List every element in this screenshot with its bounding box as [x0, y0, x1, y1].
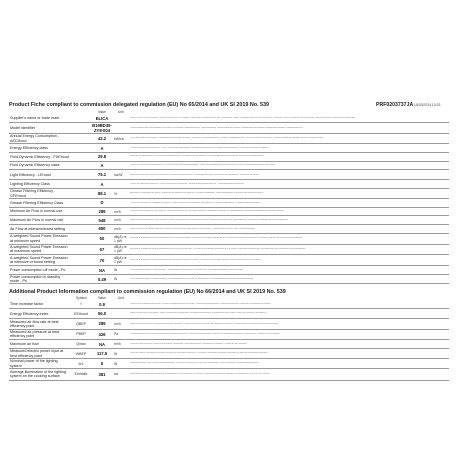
- row-unit: [113, 300, 129, 309]
- row-value: 426: [91, 329, 113, 340]
- row-label: Light Efficiency - LEhood: [9, 170, 71, 180]
- row-symbol: [71, 123, 91, 134]
- row-symbol: [71, 199, 91, 208]
- row-unit: W: [113, 274, 129, 283]
- row-description-cell: [129, 216, 449, 225]
- row-description: Portata d'aria minima in uso normale. Débit d'air minimal en utilisation normale. Minimaler Luftstrom im Normalbetrieb. Minimaal luchtdebiet bij normaal gebruik.: [130, 210, 285, 213]
- col-header-symbol: Symbol: [76, 296, 87, 300]
- row-description-cell: [129, 207, 449, 216]
- row-unit: W: [113, 348, 129, 359]
- row-unit: Pa: [113, 329, 129, 340]
- row-unit: m³/h: [113, 225, 129, 234]
- table-row: [9, 114, 449, 123]
- col-header-value: Value: [98, 110, 106, 114]
- row-description-cell: [129, 348, 449, 359]
- row-description-cell: [129, 114, 449, 123]
- row-description-cell: [129, 134, 449, 144]
- row-value: 0.9: [91, 300, 113, 309]
- row-label: Measured air flow rate at best efficiency point: [9, 319, 71, 330]
- row-value: 88.1: [91, 189, 113, 199]
- table-row: [9, 244, 449, 255]
- col-header-unit: Unit: [118, 110, 124, 114]
- row-label: Maximum air flow: [9, 340, 71, 349]
- table-row: [9, 216, 449, 225]
- table-row: [9, 225, 449, 234]
- row-unit: [113, 309, 129, 319]
- row-description-cell: [129, 309, 449, 319]
- row-label: Measured electric power input at best efficiency point: [9, 348, 71, 359]
- row-description-cell: [129, 359, 449, 368]
- row-unit: lux/W: [113, 170, 129, 180]
- row-value: 0.49: [91, 274, 113, 283]
- row-symbol: [71, 266, 91, 275]
- row-unit: dB(A) re 1 pW: [113, 255, 129, 266]
- row-description: Portata d'aria massima in uso normale. Débit d'air maximal en utilisation normale. Maximaler Luftstrom im Normalbetrieb. Maximaal luchtdebiet bij normaal gebruik.: [130, 218, 289, 221]
- row-label: Model identifier: [9, 123, 71, 134]
- row-symbol: [71, 274, 91, 283]
- row-value: 75.1: [91, 170, 113, 180]
- row-description-cell: [129, 244, 449, 255]
- row-unit: W: [113, 266, 129, 275]
- table-row: [9, 161, 449, 170]
- row-description: Fattore di incremento del tempo. Facteur d'augmentation du temps. Zeitverlängerungsfaktor. Tijdstoenamefactor. Factor de incremento de tiempo.: [130, 302, 271, 305]
- table-row: [9, 233, 449, 244]
- row-symbol: [71, 233, 91, 244]
- table-row: [9, 309, 449, 319]
- row-description-cell: [129, 340, 449, 349]
- row-description: Classe di efficienza fluidodinamica. Classe d'efficacité fluidodynamique. Klasse der fluiddynamischen Effizienz. Klasse vloeistofdynamische efficiëntie.: [130, 164, 276, 167]
- row-description: Efficienza di filtraggio dei grassi. Efficacité de filtration des graisses. Fettabscheidegrad. Vetfilterrendement. Eficiencia de filtrado de grasa.: [130, 192, 264, 195]
- row-description-cell: [129, 300, 449, 309]
- row-description-cell: [129, 255, 449, 266]
- table-row: [9, 152, 449, 161]
- row-value: A: [91, 144, 113, 153]
- row-label: A-weighted Sound Power Emission at intensive or boost setting: [9, 255, 71, 266]
- row-unit: [113, 144, 129, 153]
- table-row: [9, 266, 449, 275]
- row-value: ELICA: [91, 114, 113, 123]
- row-symbol: [71, 170, 91, 180]
- row-description-cell: [129, 368, 449, 380]
- row-value: B19BD39-ZY8-004: [92, 123, 112, 134]
- row-symbol: EEIhood: [71, 309, 91, 319]
- row-description: Codice identificativo del modello. Référence du modèle. Modellkennung. Typeaanduiding. Identificador del modelo. Identificador do modelo. Identyfikator modelu. Modellazonosító.: [130, 126, 304, 129]
- row-symbol: [71, 134, 91, 144]
- row-value: 289: [91, 319, 113, 330]
- row-value: 56.0: [91, 309, 113, 319]
- row-description: Emissione di potenza sonora ponderata A alla velocità minima. Puissance acoustique pondérée A à la vitesse minimale. A-bewertete Schallleistung bei minimaler Geschwindigkeit.: [130, 237, 303, 240]
- row-label: Annual Energy Consumption - AECHood: [9, 134, 71, 144]
- row-description: Indice di efficienza energetica. Indice d'efficacité énergétique. Energieeffizienzindex. Energie-efficiëntie-index. Índice de eficiencia energética.: [130, 312, 267, 315]
- row-value: 42.2: [91, 134, 113, 144]
- row-description: Classe di efficienza luminosa. Classe d'efficacité lumineuse. Beleuchtungseffizienzklasse. Verlichtingsefficiëntieklasse.: [130, 182, 245, 185]
- row-unit: [113, 199, 129, 208]
- row-description: Pressione dell'aria misurata nel punto di massima efficienza. Pression d'air mesurée au point de rendement maximal. Gemessener Luftdruck im Bestpunkt.: [130, 333, 280, 336]
- row-unit: m³/h: [113, 216, 129, 225]
- table-row: [9, 368, 449, 380]
- table-row: [9, 348, 449, 359]
- row-unit: [113, 114, 129, 123]
- row-symbol: [71, 144, 91, 153]
- row-label: Average illumination of the lighting system on the cooking surface: [9, 368, 71, 380]
- row-label: Air Flow at intensive/boost setting: [9, 225, 71, 234]
- row-description-cell: [129, 266, 449, 275]
- row-value: NA: [91, 266, 113, 275]
- row-value: 29.8: [91, 152, 113, 161]
- col-header-value-2: Value: [98, 296, 106, 300]
- row-value: 70: [91, 255, 113, 266]
- row-description-cell: [129, 152, 449, 161]
- row-symbol: [71, 244, 91, 255]
- row-description-cell: [129, 161, 449, 170]
- col-header-unit-2: Unit: [118, 296, 124, 300]
- row-description: Portata d'aria massima. Débit d'air maximal. Maximaler Luftvolumenstrom. Maximaal luchtdebiet. Caudal de aire máximo.: [130, 342, 248, 345]
- row-unit: dB(A) re 1 pW: [113, 244, 129, 255]
- row-value: 67: [91, 244, 113, 255]
- row-label: Minimum Air Flow in normal use: [9, 207, 71, 216]
- row-description-cell: [129, 189, 449, 199]
- row-description-cell: [129, 144, 449, 153]
- row-label: Time increase factor: [9, 300, 71, 309]
- row-description: Classe di efficienza di filtraggio dei grassi. Classe d'efficacité de filtration des graisses. Fettabscheideklasse. Vetfilterrendementsklasse.: [130, 201, 261, 204]
- table-row: [9, 340, 449, 349]
- row-value: 117.5: [91, 348, 113, 359]
- row-value: 5: [91, 359, 113, 368]
- row-label: Power consumption off mode - Po: [9, 266, 71, 275]
- table-row: [9, 359, 449, 368]
- row-description-cell: [129, 180, 449, 189]
- row-description: Potenza nominale del sistema di illuminazione. Puissance nominale du système d'éclairage. Nennleistung des Beleuchtungssystems.: [130, 362, 260, 365]
- row-unit: lux: [113, 368, 129, 380]
- row-symbol: [71, 189, 91, 199]
- row-description: Consumo annuo di energia. Consommation d'énergie annuelle. Jährlicher Energieverbrauch. Jaarlijks energieverbruik. Consumo anual de energía. Consumo anual de energia. Roczne zużycie energii.: [130, 137, 324, 140]
- row-symbol: Qmax: [71, 340, 91, 349]
- row-value: 50: [91, 233, 113, 244]
- row-description-cell: [129, 123, 449, 134]
- row-label: Grease Filtering Efficiency Class: [9, 199, 71, 208]
- row-value: 548: [91, 216, 113, 225]
- row-symbol: [71, 161, 91, 170]
- row-label: Grease Filtering Efficiency - GFEhood: [9, 189, 71, 199]
- table-row: [9, 134, 449, 144]
- row-description: Consumo di energia in modo spento. Consommation d'électricité en mode arrêt. Leistungsaufnahme im Aus-Zustand.: [130, 268, 244, 271]
- row-description: Portata d'aria in modalità intensiva o boost. Débit d'air en mode intensif ou accéléré. Luftstrom bei Intensiv- oder Schnelllaufstufe.: [130, 227, 256, 230]
- row-unit: [113, 152, 129, 161]
- table-row: [9, 300, 449, 309]
- row-unit: m³/h: [113, 340, 129, 349]
- row-description: Emissione di potenza sonora ponderata A in modalità intensiva o boost. Puissance acoustique pondérée A en mode intensif ou accéléré.: [130, 258, 262, 261]
- product-fiche-table: [9, 114, 449, 284]
- row-symbol: [71, 225, 91, 234]
- row-description: Consumo di energia in modo stand-by. Consommation d'électricité en mode veille. Leistungsaufnahme im Bereitschaftszustand.: [130, 277, 254, 280]
- row-unit: W: [113, 359, 129, 368]
- row-unit: %: [113, 189, 129, 199]
- row-symbol: [71, 180, 91, 189]
- table-row: [9, 189, 449, 199]
- row-description: Efficienza fluidodinamica. Efficacité fluidodynamique. Fluiddynamische Effizienz. Vloeistofdynamische efficiëntie. Eficiencia fluidodinámica.: [130, 155, 264, 158]
- row-description-cell: [129, 274, 449, 283]
- row-value: 289: [91, 207, 113, 216]
- table-row: [9, 207, 449, 216]
- table-row: [9, 199, 449, 208]
- row-value: A: [91, 180, 113, 189]
- table-row: [9, 319, 449, 330]
- row-label: Nominal power of the lighting system: [9, 359, 71, 368]
- row-symbol: [71, 114, 91, 123]
- row-description-cell: [129, 329, 449, 340]
- row-symbol: Emiddle: [71, 368, 91, 380]
- additional-info-title: Additional Product Information compliant to commission regulation (EU) No 66/2014 and UK SI 2019 No. 539: [9, 289, 286, 295]
- row-value: A: [91, 161, 113, 170]
- row-unit: m³/h: [113, 207, 129, 216]
- row-symbol: WBEP: [71, 348, 91, 359]
- row-label: Measured air pressure at best efficiency point: [9, 329, 71, 340]
- row-symbol: PBEP: [71, 329, 91, 340]
- row-unit: dB(A) re 1 pW: [113, 233, 129, 244]
- row-description: Efficienza luminosa. Efficacité lumineuse. Beleuchtungseffizienz. Verlichtingsefficiëntie. Eficiencia de iluminación. Eficiência luminosa.: [130, 173, 260, 176]
- fiche-title: Product Fiche compliant to commission delegated regulation (EU) No 65/2014 and UK SI 2019 No. 539: [9, 102, 270, 108]
- row-label: Energy Efficiency Index: [9, 309, 71, 319]
- row-description: Portata d'aria misurata nel punto di massima efficienza. Débit d'air mesuré au point de rendement maximal. Gemessener Luftvolumenstrom im Bestpunkt.: [130, 322, 279, 325]
- table-row: [9, 170, 449, 180]
- table-row: [9, 255, 449, 266]
- row-label: Energy Efficiency class: [9, 144, 71, 153]
- table-row: [9, 274, 449, 283]
- row-symbol: [71, 207, 91, 216]
- row-value: NA: [91, 340, 113, 349]
- row-symbol: [71, 152, 91, 161]
- row-label: Fluid Dynamic Efficiency class: [9, 161, 71, 170]
- row-description-cell: [129, 319, 449, 330]
- table-row: [9, 180, 449, 189]
- row-description: Emissione di potenza sonora ponderata A alla velocità massima. Puissance acoustique pondérée A à la vitesse maximale. A-bewertete Schallleistung bei maximaler Geschwindigkeit.: [130, 248, 306, 251]
- table-row: [9, 144, 449, 153]
- row-value: 650: [91, 225, 113, 234]
- document-date: 15/03/2024 10:33: [414, 103, 441, 107]
- table-row: [9, 123, 449, 134]
- row-description: Potenza elettrica assorbita misurata nel punto di massima efficienza. Puissance électrique absorbée mesurée au point de rendement maximal.: [130, 352, 268, 355]
- row-unit: m³/h: [113, 319, 129, 330]
- row-label: Lighting Efficiency Class: [9, 180, 71, 189]
- row-description-cell: [129, 225, 449, 234]
- row-symbol: QBEP: [71, 319, 91, 330]
- row-value: D: [91, 199, 113, 208]
- row-value: 381: [91, 368, 113, 380]
- row-label: Fluid Dynamic Efficiency - FDEhood: [9, 152, 71, 161]
- row-label: Supplier's name or trade mark: [9, 114, 71, 123]
- row-label: A-weighted Sound Power Emission at minimum speed: [9, 233, 71, 244]
- row-unit: [113, 180, 129, 189]
- row-symbol: [71, 255, 91, 266]
- row-description: Illuminamento medio del sistema di illuminazione sulla superficie di cottura. Éclairement moyen du système d'éclairage sur la surface de cuisson.: [130, 372, 271, 375]
- row-description: Nome o marchio del fornitore. Nom du fournisseur ou marque. Name oder Warenzeichen des Lieferanten. Naam of handelsmerk van de leverancier. Nombre o marca comercial del proveedor. Nome ou marca comercial do fornecedor.: [130, 116, 356, 119]
- row-label: Maximum Air Flow in normal use: [9, 216, 71, 225]
- row-description: Classe di efficienza energetica. Classe d'efficacité énergétique. Energieeffizienzklasse. Energie-efficiëntieklasse. Clase de eficiencia energética.: [130, 146, 270, 149]
- row-description-cell: [129, 233, 449, 244]
- row-description-cell: [129, 170, 449, 180]
- row-unit: [113, 161, 129, 170]
- row-unit: [113, 123, 129, 134]
- document-code: PRF0203737JA: [376, 102, 414, 108]
- row-symbol: WL: [71, 359, 91, 368]
- table-row: [9, 329, 449, 340]
- row-symbol: [71, 216, 91, 225]
- row-label: Power consumption in standby mode - Ps: [9, 274, 71, 283]
- row-unit: kWh/a: [113, 134, 129, 144]
- row-symbol: f: [71, 300, 91, 309]
- additional-info-table: [9, 300, 449, 381]
- row-description-cell: [129, 199, 449, 208]
- row-label: A-weighted Sound Power Emission at maximum speed: [9, 244, 71, 255]
